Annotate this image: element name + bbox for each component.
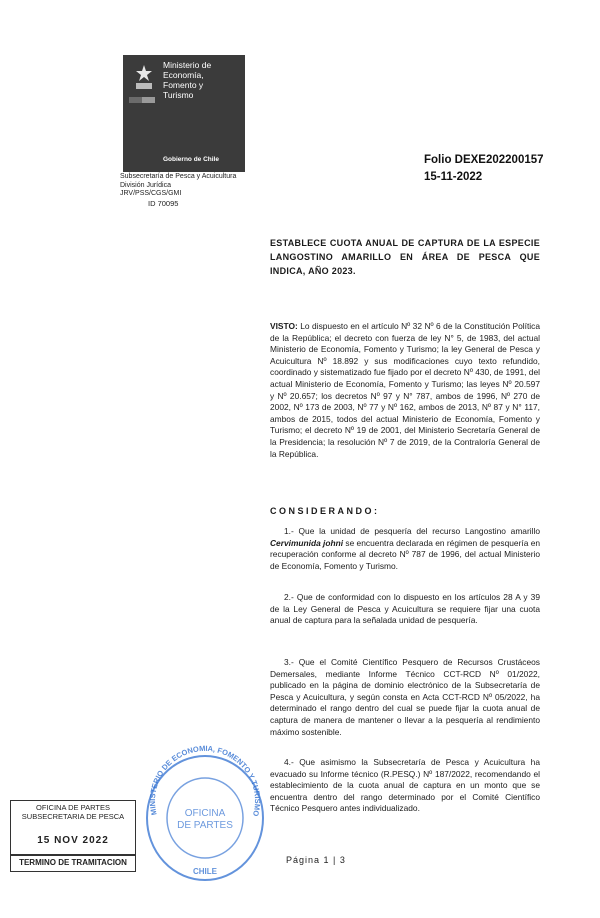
considerando-1: [270, 526, 540, 572]
seal-center-line-1: OFICINA: [184, 808, 226, 819]
page-number: Página 1 | 3: [286, 855, 346, 865]
folio-number: Folio DEXE202200157: [424, 154, 544, 166]
considerando-2: 2.- Que de conformidad con lo dispuesto en los artículos 28 A y 39 de la Ley General de Pesca y Acuicultura se requiere fijar una cuota anual de captura para la señalada unidad de pesquería.: [270, 592, 540, 626]
visto-paragraph: [270, 321, 540, 460]
seal-ring-text: MINISTERIO DE ECONOMIA, FOMENTO Y TURISMO: [147, 743, 263, 818]
unit-line-2: División Jurídica: [120, 181, 171, 189]
c1-text-before: 1.- Que la unidad de pesquería del recurso Langostino amarillo: [284, 526, 540, 536]
folio-block: [424, 152, 544, 186]
stamp-date: 15 NOV 2022: [37, 835, 109, 846]
seal-center-line-2: DE PARTES: [177, 820, 233, 831]
unit-line-1: Subsecretaría de Pesca y Acuicultura: [120, 173, 237, 180]
stamp-header: OFICINA DE PARTES SUBSECRETARIA DE PESCA: [21, 803, 125, 821]
svg-text:MINISTERIO DE ECONOMIA, FOMENT: [148, 744, 262, 818]
visto-text: Lo dispuesto en el artículo Nº 32 Nº 6 de la Constitución Política de la República; el decreto con fuerza de ley N° 5, de 1983, del actual Ministerio de Economía, Fomento y Turismo; la ley General de Pesca y Acuicultura Nº 18.892 y sus modificaciones cuyo texto refundido, coordinado y sistematizado fue fijado por el decreto Nº 430, de 1991, del actual Ministerio de Economía, Fomento y Turismo; las leyes Nº 20.597 y Nº 20.657; los decretos Nº 97 y N° 787, ambos de 1996, Nº 270 de 2002, Nº 173 de 2003, Nº 77 y Nº 162, ambos de 2013, Nº 87 y N° 117, ambos de 2015, todos del actual Ministerio de Economía, Fomento y Turismo; el decreto Nº 19 de 2001, del Ministerio Secretaría General de la Presidencia; la resolución Nº 7 de 2019, de la Contraloría General de la República.: [270, 321, 540, 459]
flag-bar: [129, 97, 155, 103]
considerando-4: 4.- Que asimismo la Subsecretaría de Pesca y Acuicultura ha evacuado su Informe técnico (R.PESQ.) Nº 187/2022, recomendando el establecimiento de la cuota anual de captura en un monto que se encuentra dentro del rango determinado por el Comité Científico Técnico Pesquero antes individualizado.: [270, 757, 540, 814]
stamp-footer: TERMINO DE TRAMITACION: [10, 854, 136, 872]
document-title: ESTABLECE CUOTA ANUAL DE CAPTURA DE LA ESPECIE LANGOSTINO AMARILLO EN ÁREA DE PESCA QUE INDICA, AÑO 2023.: [270, 238, 540, 276]
office-stamp: [10, 800, 136, 856]
seal-bottom-text: CHILE: [193, 867, 217, 876]
ministry-seal: [140, 742, 270, 888]
ministry-name: Ministerio de Economía, Fomento y Turismo: [163, 60, 212, 100]
government-label: Gobierno de Chile: [163, 156, 219, 163]
unit-line-3: JRV/PSS/CGS/GMI: [120, 190, 182, 197]
issuing-unit: [120, 173, 236, 208]
c1-species-name: Cervimunida johni: [270, 537, 344, 548]
document-id: ID 70095: [148, 198, 179, 208]
considerando-heading: CONSIDERANDO:: [270, 506, 380, 516]
ministry-logo: [123, 55, 245, 172]
c1-text-after: se encuentra declarada en régimen de pesquería en recuperación conforme al decreto Nº 787 de 1996, del actual Ministerio de Economía, Fomento y Turismo.: [270, 537, 541, 571]
considerando-3: 3.- Que el Comité Científico Pesquero de Recursos Crustáceos Demersales, mediante Informe Técnico CCT-RCD Nº 01/2022, publicado en la página de dominio electrónico de la Subsecretaría de Pesca y Acuicultura, y según consta en Acta CCT-RCD Nº 05/2022, ha determinado el rango dentro del cual se puede fijar la cuota anual de captura de manera de mantener o llevar a la pesquería al rendimiento máximo sostenible.: [270, 657, 540, 737]
coat-of-arms-icon: [133, 63, 155, 91]
visto-label: VISTO:: [270, 321, 298, 331]
folio-date: 15-11-2022: [424, 171, 483, 183]
